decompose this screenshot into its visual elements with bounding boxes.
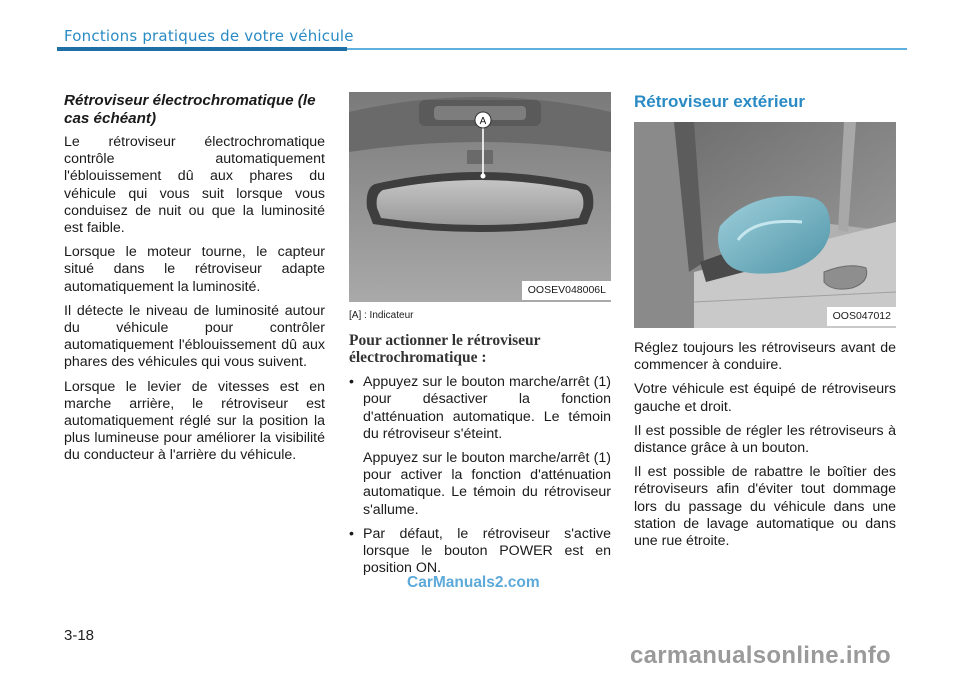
side-mirror-illustration [634, 122, 896, 328]
paragraph: Votre véhicule est équipé de rétroviseurs gauche et droit. [634, 381, 896, 415]
paragraph: Lorsque le moteur tourne, le capteur situé dans le rétroviseur adapte automatiquement la luminosité. [64, 244, 325, 295]
paragraph: Réglez toujours les rétroviseurs avant de commencer à conduire. [634, 340, 896, 374]
list-item-text: Appuyez sur le bouton marche/arrêt (1) pour désactiver la fonction d'atténuation automatique. Le témoin du rétroviseur s'éteint. [363, 374, 611, 442]
rearview-mirror-figure [349, 92, 611, 302]
list-item-text: Par défaut, le rétroviseur s'active lorsque le bouton POWER est en position ON. [363, 525, 611, 577]
rearview-mirror-illustration [349, 92, 611, 302]
paragraph: Il est possible de régler les rétroviseurs à distance grâce à un bouton. [634, 422, 896, 457]
paragraph: Il est possible de rabattre le boîtier des rétroviseurs afin d'éviter tout dommage lors du passage du véhicule dans une station de lavage automatique ou dans une rue étroite. [634, 464, 896, 550]
watermark-link[interactable]: CarManuals2.com [407, 574, 540, 591]
column-middle [349, 92, 611, 584]
header-rule-light [347, 48, 907, 50]
indicator-marker-label: A [479, 116, 487, 127]
paragraph: Il détecte le niveau de luminosité autour du véhicule pour contrôler automatiquement l'éblouissement dû aux phares des véhicules qui vous suivent. [64, 302, 325, 371]
bullet-marker: • [349, 374, 354, 391]
paragraph: Le rétroviseur électrochromatique contrôle automatiquement l'éblouissement dû aux phares du véhicule qui vous suit lorsque vous conduisez de nuit ou que la luminosité est faible. [64, 134, 325, 237]
procedure-heading: Pour actionner le rétroviseur électrochromatique : [349, 332, 541, 367]
bullet-marker: • [349, 525, 354, 542]
list-item-text: Appuyez sur le bouton marche/arrêt (1) pour activer la fonction d'atténuation automatique. Le témoin du rétroviseur s'allume. [363, 450, 611, 518]
column-right [634, 92, 896, 557]
column-left [64, 92, 325, 472]
header-rule-dark [57, 47, 347, 51]
section-title: Rétroviseur extérieur [634, 92, 806, 111]
page-number: 3-18 [64, 627, 95, 644]
subsection-title: Rétroviseur électrochromatique (le cas échéant) [64, 92, 316, 127]
figure-caption: [A] : Indicateur [349, 310, 414, 321]
section-header-title: Fonctions pratiques de votre véhicule [64, 27, 354, 45]
paragraph: Lorsque le levier de vitesses est en marche arrière, le rétroviseur est automatiquement réglé sur la position la plus lumineuse pour améliorer la visibilité du conducteur à l'arrière du véhicule. [64, 378, 325, 464]
side-mirror-figure [634, 122, 896, 328]
list-item [349, 374, 611, 519]
list-item [349, 526, 611, 578]
figure-code: OOSEV048006L [522, 281, 611, 300]
figure-code: OOS047012 [827, 307, 896, 326]
footer-watermark: carmanualsonline.info [630, 642, 892, 669]
instruction-list [349, 374, 611, 577]
